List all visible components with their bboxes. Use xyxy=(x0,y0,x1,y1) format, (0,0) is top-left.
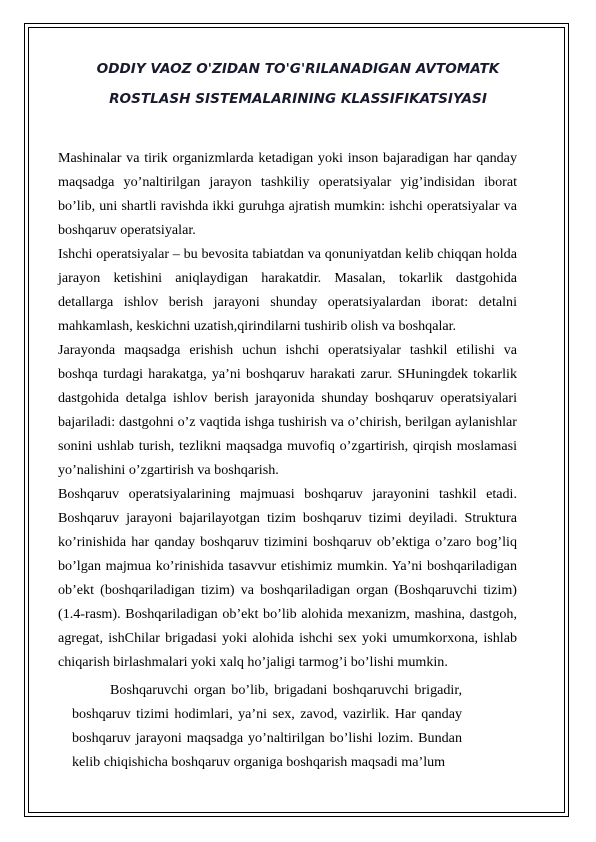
paragraph-3: Jarayonda maqsadga erishish uchun ishchi operatsiyalar tashkil etilishi va boshqa turdagi harakatga, ya’ni boshqaruv harakati zarur. SHuningdek tokarlik dastgohida detalga ishlov berish jarayonida shunday boshqaruv operatsiyalari bajariladi: dastgohni o’z vaqtida ishga tushirish va o’chirish, berilgan aylanishlar sonini ushlab turish, tezlikni maqsadga muvofiq o’zgartirish, qirqish moslamasi yo’nalishini o’zgartirish va boshqarish. xyxy=(58,342,517,478)
paragraph-1: Mashinalar va tirik organizmlarda ketadigan yoki inson bajaradigan har qanday maqsadga yo’naltirilgan jarayon tashkiliy operatsiyalar yig’indisidan iborat bo’lib, uni shartli ravishda ikki guruhga ajratish mumkin: ishchi operatsiyalar va boshqaruv operatsiyalar. xyxy=(58,150,517,238)
document-title-line-1: ODDIY VAOZ O'ZIDAN TO'G'RILANADIGAN AVTOMATK xyxy=(96,61,500,77)
paragraph-5: Boshqaruvchi organ bo’lib, brigadani boshqaruvchi brigadir, boshqaruv tizimi hodimlari, ya’ni sex, zavod, vazirlik. Har qanday boshqaruv jarayoni maqsadga yo’naltirilgan bo’lishi lozim. Bundan kelib chiqishicha boshqaruv organiga boshqarish maqsadi ma’lum xyxy=(72,682,462,770)
paragraph-4: Boshqaruv operatsiyalarining majmuasi boshqaruv jarayonini tashkil etadi. Boshqaruv jarayoni bajarilayotgan tizim boshqaruv tizimi deyiladi. Struktura ko’rinishida har qanday boshqaruv tizimini boshqaruv ob’ektiga o’zaro bog’liq bo’lgan majmua ko’rinishida tasavvur etishimiz mumkin. Ya’ni boshqariladigan ob’ekt (boshqariladigan tizim) va boshqariladigan organ (Boshqaruvchi tizim) (1.4-rasm). Boshqariladigan ob’ekt bo’lib alohida mexanizm, mashina, dastgoh, agregat, ishChilar brigadasi yoki alohida ishchi sex yoki umumkorxona, ishlab chiqarish birlashmalari yoki xalq ho’jaligi tarmog’i bo’lishi mumkin. xyxy=(58,486,517,670)
paragraph-2: Ishchi operatsiyalar – bu bevosita tabiatdan va qonuniyatdan kelib chiqqan holda jarayon ketishini aniqlaydigan harakatdir. Masalan, tokarlik dastgohida detallarga ishlov berish jarayoni shunday operatsiyalardan iborat: detalni mahkamlash, keskichni uzatish,qirindilarni tushirib olish va boshqalar. xyxy=(58,246,517,334)
indented-block xyxy=(72,678,462,774)
document-body xyxy=(58,146,517,674)
document-title-line-2: ROSTLASH SISTEMALARINING KLASSIFIKATSIYASI xyxy=(109,91,487,107)
